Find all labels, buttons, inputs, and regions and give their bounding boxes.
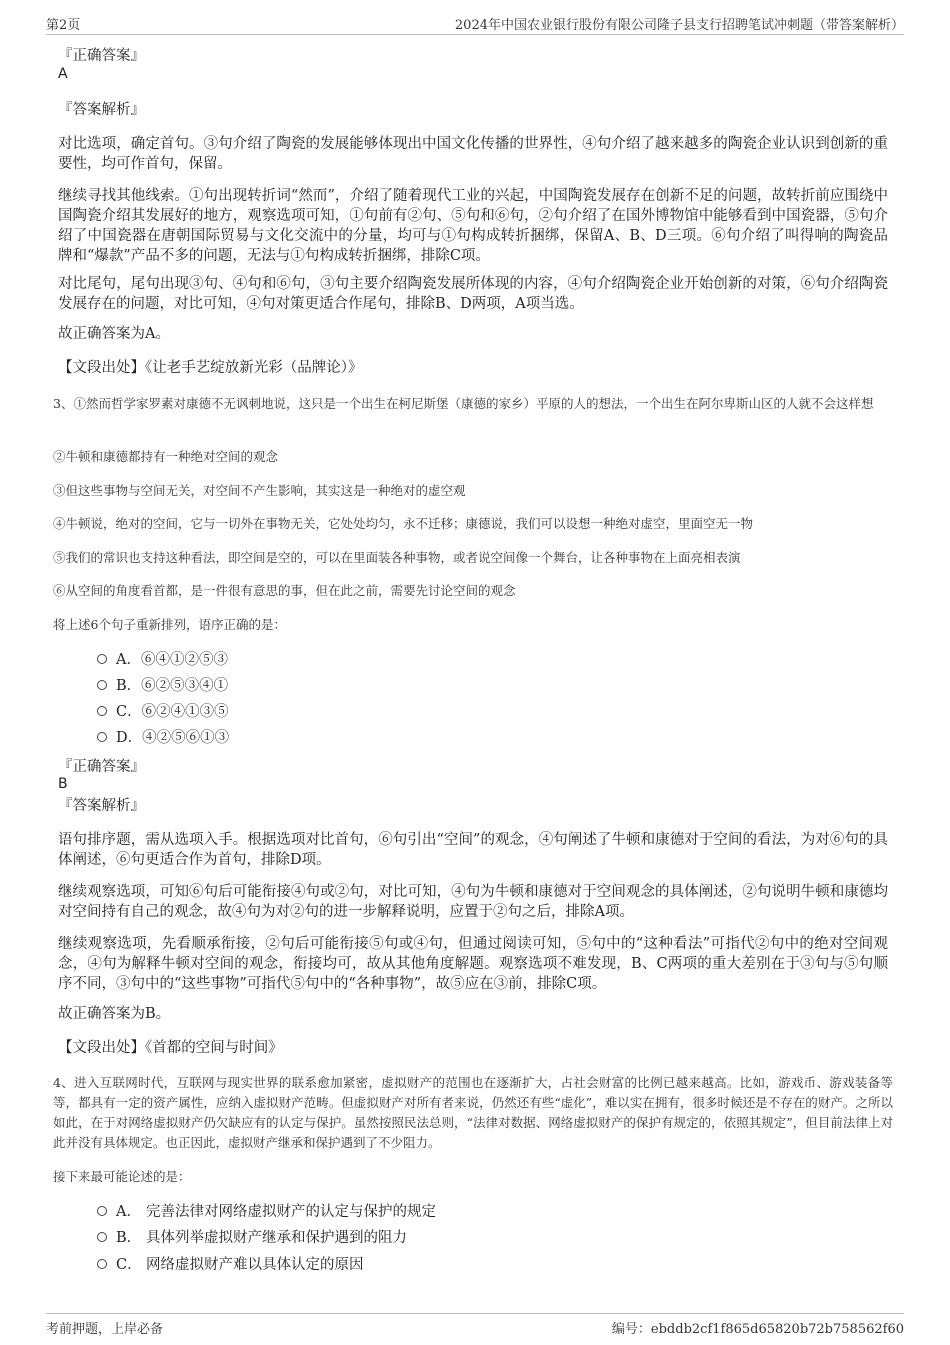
q3-conclusion: 故正确答案为B。 bbox=[58, 1006, 171, 1022]
q3-option-a[interactable] bbox=[97, 650, 228, 670]
footer-slogan: 考前押题，上岸必备 bbox=[46, 1322, 164, 1337]
option-letter: B． bbox=[116, 678, 142, 694]
q2-analysis-para1: 对比选项，确定首句。③句介绍了陶瓷的发展能够体现出中国文化传播的世界性，④句介绍了越来越多的陶瓷企业认识到创新的重要性，均可作首句，保留。 bbox=[58, 136, 888, 172]
q3-sentence-5: ⑤我们的常识也支持这种看法，即空间是空的，可以在里面装各种事物，或者说空间像一个舞台，让各种事物在上面亮相表演 bbox=[53, 550, 741, 565]
q4-option-a[interactable] bbox=[97, 1202, 436, 1222]
q3-option-d[interactable] bbox=[97, 728, 229, 748]
q2-answer-label: 『正确答案』 bbox=[58, 48, 145, 64]
option-text: 网络虚拟财产难以具体认定的原因 bbox=[146, 1257, 364, 1273]
page-footer bbox=[46, 1313, 904, 1336]
q3-analysis-para2: 继续观察选项，可知⑥句后可能衔接④句或②句，对比可知，④句为牛顿和康德对于空间观念的具体阐述，②句说明牛顿和康德均对空间持有自己的观念，故④句为对②句的进一步解释说明，应置于②句之后，排除A项。 bbox=[58, 884, 888, 920]
q3-sentence-3: ③但这些事物与空间无关，对空间不产生影响，其实这是一种绝对的虚空观 bbox=[53, 483, 466, 498]
option-letter: D． bbox=[116, 730, 143, 746]
radio-button[interactable] bbox=[97, 1259, 107, 1269]
radio-button[interactable] bbox=[97, 654, 107, 664]
q3-analysis-label: 『答案解析』 bbox=[58, 798, 145, 814]
radio-button[interactable] bbox=[97, 706, 107, 716]
q3-answer-label: 『正确答案』 bbox=[58, 759, 145, 775]
option-letter: C． bbox=[116, 1257, 142, 1273]
radio-button[interactable] bbox=[97, 680, 107, 690]
q3-option-c[interactable] bbox=[97, 702, 229, 722]
option-text: ⑥④①②⑤③ bbox=[140, 652, 228, 668]
option-text: ⑥②⑤③④① bbox=[141, 678, 229, 694]
q3-option-b[interactable] bbox=[97, 676, 228, 696]
q4-prompt: 接下来最可能论述的是： bbox=[53, 1169, 191, 1184]
document-serial: 编号：ebddb2cf1f865d65820b72b758562f60 bbox=[611, 1322, 904, 1337]
q2-analysis-label: 『答案解析』 bbox=[58, 102, 145, 118]
option-text: ④②⑤⑥①③ bbox=[142, 730, 230, 746]
option-text: 具体列举虚拟财产继承和保护遇到的阻力 bbox=[146, 1230, 407, 1246]
q2-analysis-para3: 对比尾句，尾句出现③句、④句和⑥句，③句主要介绍陶瓷发展所体现的内容，④句介绍陶瓷企业开始创新的对策，⑥句介绍陶瓷发展存在的问题，对比可知，④句对策更适合作尾句，排除B、D两项，A项当选。 bbox=[58, 276, 888, 312]
q3-prompt: 将上述6个句子重新排列，语序正确的是： bbox=[53, 617, 286, 632]
q3-answer: B bbox=[58, 776, 68, 792]
q3-source: 【文段出处】《首都的空间与时间》 bbox=[58, 1040, 283, 1056]
option-letter: B． bbox=[116, 1230, 142, 1246]
option-text: ⑥②④①③⑤ bbox=[141, 704, 229, 720]
q3-sentence-6: ⑥从空间的角度看首都，是一件很有意思的事，但在此之前，需要先讨论空间的观念 bbox=[53, 583, 516, 598]
page-number: 第2页 bbox=[46, 18, 81, 33]
q2-conclusion: 故正确答案为A。 bbox=[58, 326, 170, 342]
option-text: 完善法律对网络虚拟财产的认定与保护的规定 bbox=[146, 1204, 436, 1220]
option-letter: A． bbox=[116, 652, 141, 668]
q4-stem: 4、进入互联网时代，互联网与现实世界的联系愈加紧密，虚拟财产的范围也在逐渐扩大，占社会财富的比例已越来越高。比如，游戏币、游戏装备等等，都具有一定的资产属性，应纳入虚拟财产范畴。但虚拟财产对所有者来说，仍然还有些“虚化”，难以实在拥有，很多时候还是不存在的财产。之所以如此，在于对网络虚拟财产仍欠缺应有的认定与保护。虽然按照民法总则，“法律对数据、网络虚拟财产的保护有规定的，依照其规定”，但目前法律上对此并没有具体规定。也正因此，虚拟财产继承和保护遇到了不少阻力。 bbox=[53, 1075, 893, 1150]
option-letter: A． bbox=[116, 1204, 141, 1220]
document-title: 2024年中国农业银行股份有限公司隆子县支行招聘笔试冲刺题（带答案解析） bbox=[454, 18, 904, 33]
radio-button[interactable] bbox=[97, 732, 107, 742]
q3-sentence-2: ②牛顿和康德都持有一种绝对空间的观念 bbox=[53, 449, 279, 464]
q2-source: 【文段出处】《让老手艺绽放新光彩（品牌论）》 bbox=[58, 360, 363, 376]
q2-analysis-para2: 继续寻找其他线索。①句出现转折词“然而”，介绍了随着现代工业的兴起，中国陶瓷发展存在创新不足的问题，故转折前应围绕中国陶瓷介绍其发展好的地方，观察选项可知，①句前有②句、⑤句和⑥句，②句介绍了在国外博物馆中能够看到中国瓷器，⑤句介绍了中国瓷器在唐朝国际贸易与文化交流中的分量，均可与①句构成转折捆绑，保留A、B、D三项。⑥句介绍了叫得响的陶瓷品牌和“爆款”产品不多的问题，无法与①句构成转折捆绑，排除C项。 bbox=[58, 188, 888, 264]
q3-analysis-para3: 继续观察选项，先看顺承衔接，②句后可能衔接⑤句或④句，但通过阅读可知，⑤句中的“这种看法”可指代②句中的绝对空间观念，④句为解释牛顿对空间的观念，衔接均可，故从其他角度解题。观察选项不难发现，B、C两项的重大差别在于③句与⑤句顺序不同，③句中的“这些事物”可指代⑤句中的“各种事物”，故⑤应在③前，排除C项。 bbox=[58, 936, 888, 992]
option-letter: C． bbox=[116, 704, 142, 720]
q3-analysis-para1: 语句排序题，需从选项入手。根据选项对比首句，⑥句引出“空间”的观念，④句阐述了牛顿和康德对于空间的看法，为对⑥句的具体阐述，⑥句更适合作为首句，排除D项。 bbox=[58, 832, 888, 868]
q3-sentence-4: ④牛顿说，绝对的空间，它与一切外在事物无关，它处处均匀，永不迁移；康德说，我们可以设想一种绝对虚空，里面空无一物 bbox=[53, 516, 754, 531]
q4-option-c[interactable] bbox=[97, 1255, 364, 1275]
q4-option-b[interactable] bbox=[97, 1228, 407, 1248]
radio-button[interactable] bbox=[97, 1206, 107, 1216]
q2-answer: A bbox=[58, 66, 68, 82]
page-header bbox=[46, 14, 904, 35]
q3-stem: 3、①然而哲学家罗素对康德不无讽刺地说，这只是一个出生在柯尼斯堡（康德的家乡）平原的人的想法，一个出生在阿尔卑斯山区的人就不会这样想 bbox=[53, 396, 874, 411]
radio-button[interactable] bbox=[97, 1232, 107, 1242]
